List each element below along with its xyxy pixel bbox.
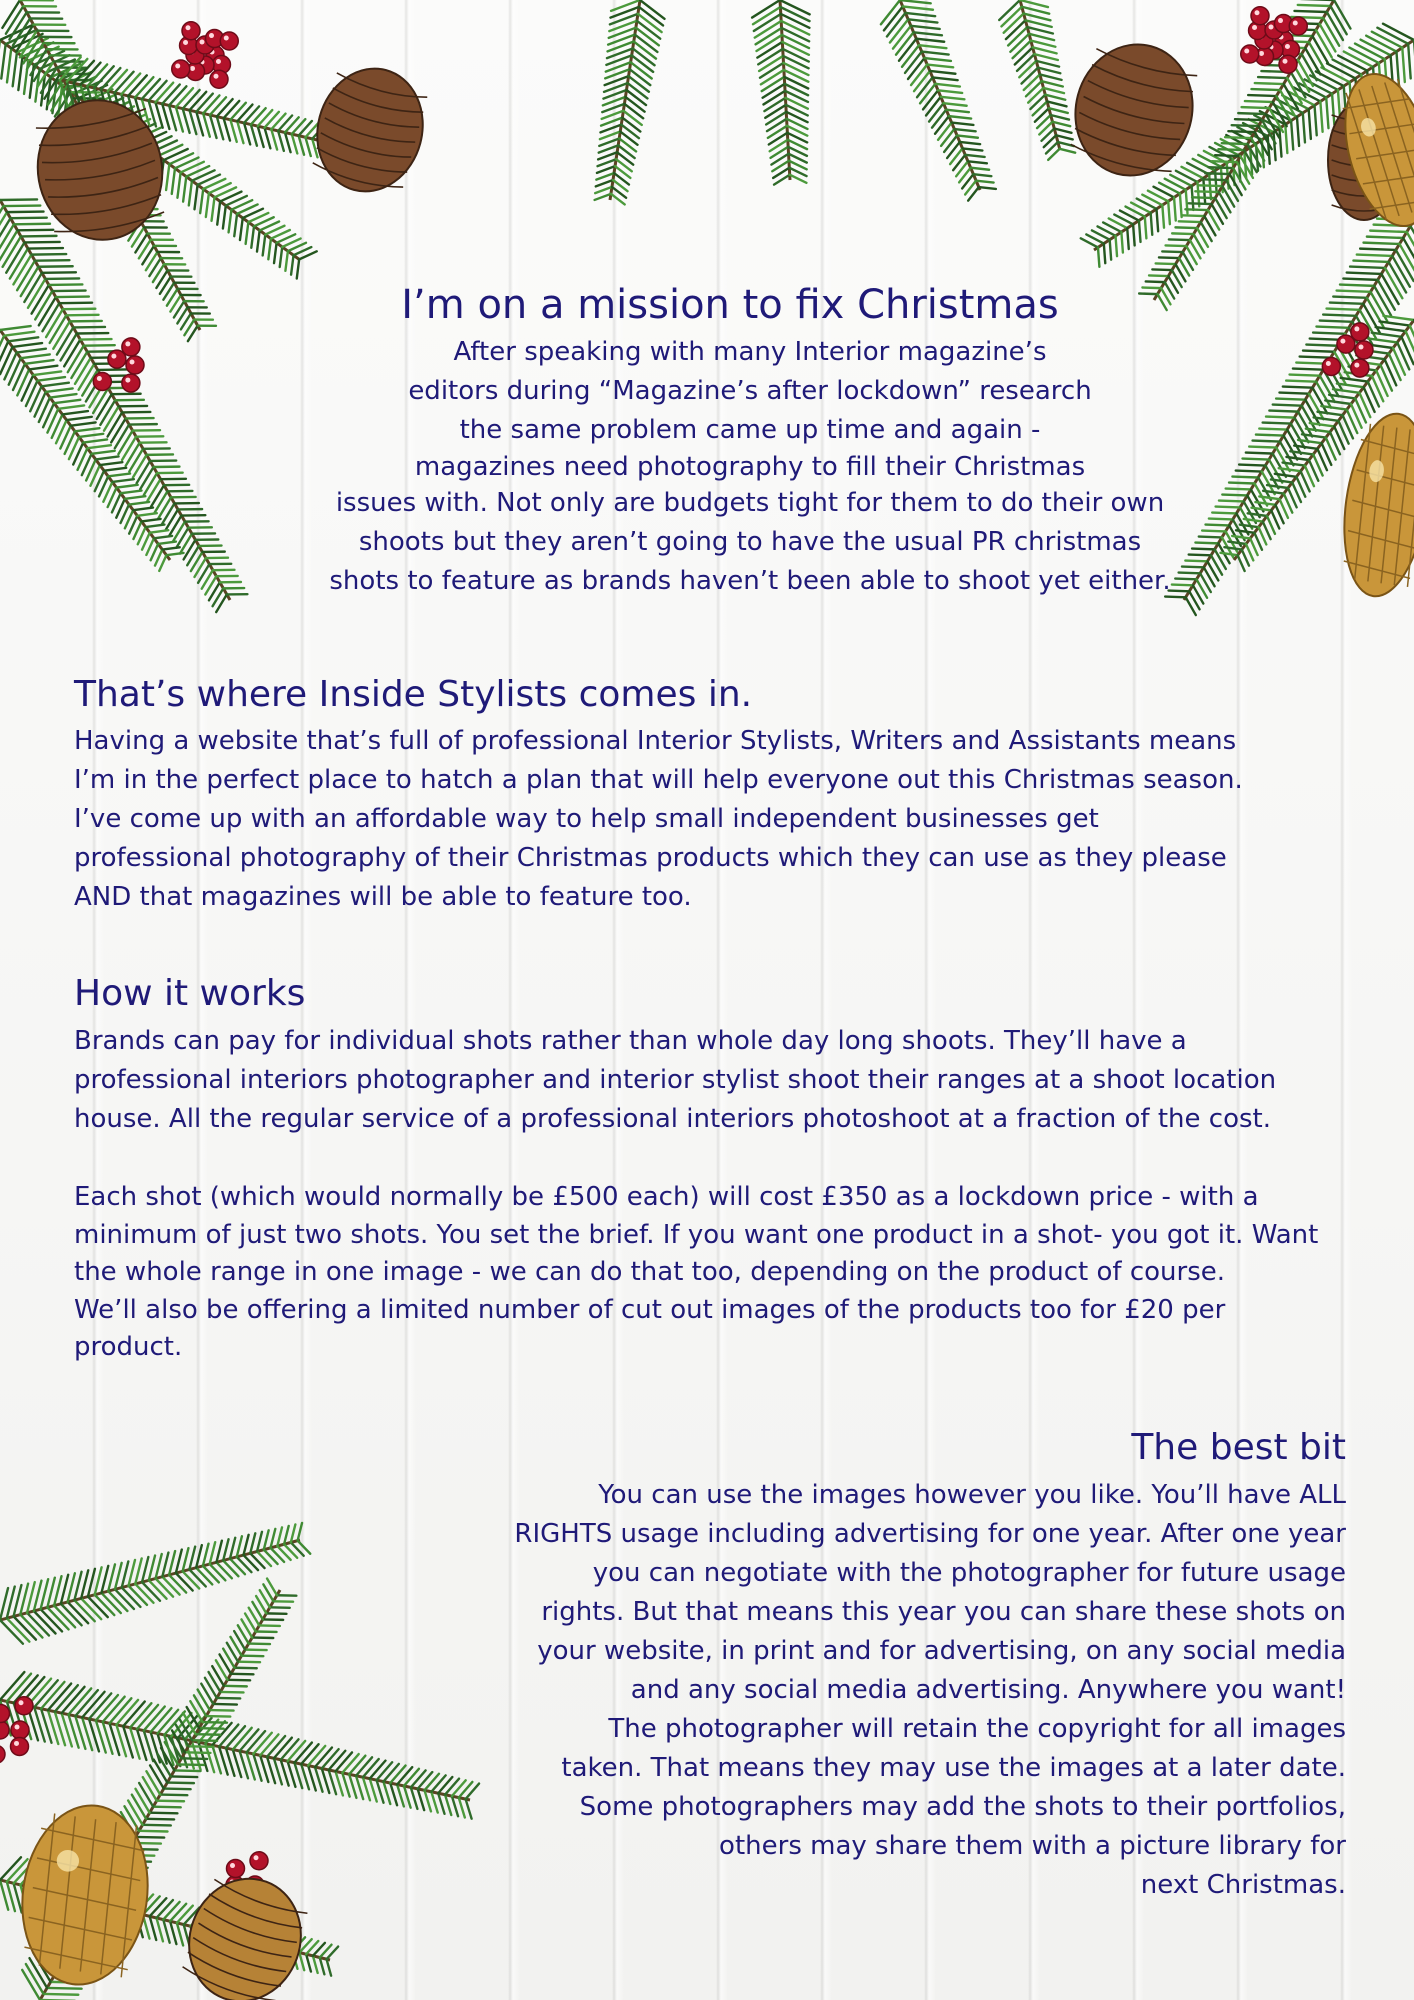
how-it-works-line: house. All the regular service of a professional interiors photoshoot at a fraction of the cost. <box>74 1104 1271 1134</box>
best-bit-section <box>420 1420 1346 1905</box>
where-line: Having a website that’s full of professional Interior Stylists, Writers and Assistants means <box>74 726 1237 756</box>
pine-cone <box>1061 31 1207 189</box>
fir-branch <box>595 0 665 204</box>
intro-section <box>290 277 1210 601</box>
pricing-line: Each shot (which would normally be £500 each) will cost £350 as a lockdown price - with a <box>74 1182 1259 1212</box>
intro-line: After speaking with many Interior magazine’s <box>453 337 1047 367</box>
pine-cone <box>172 1863 318 2000</box>
fir-branch <box>752 0 810 185</box>
how-it-works-line: professional interiors photographer and interior stylist shoot their ranges at a shoot location <box>74 1065 1277 1095</box>
pricing-line: product. <box>74 1332 183 1362</box>
intro-line: magazines need photography to fill their Christmas <box>414 452 1086 482</box>
best-bit-line: You can use the images however you like. You’ll have ALL <box>598 1480 1346 1510</box>
pricing-line: minimum of just two shots. You set the brief. If you want one product in a shot- you got it. Want <box>74 1219 1319 1250</box>
holly-berries <box>1241 7 1307 73</box>
best-bit-line: taken. That means they may use the images at a later date. <box>561 1753 1346 1783</box>
best-bit-line: The photographer will retain the copyright for all images <box>608 1714 1346 1744</box>
intro-line: shots to feature as brands haven’t been able to shoot yet either. <box>329 566 1171 596</box>
fir-branch <box>0 1672 479 1819</box>
best-bit-line: and any social media advertising. Anywhere you want! <box>630 1675 1346 1705</box>
how-it-works-heading: How it works <box>74 973 306 1014</box>
intro-heading: I’m on a mission to fix Christmas <box>401 282 1059 328</box>
best-bit-line: next Christmas. <box>1140 1870 1346 1900</box>
intro-line: editors during “Magazine’s after lockdown” research <box>408 376 1092 406</box>
best-bit-line: others may share them with a picture library for <box>719 1831 1346 1861</box>
best-bit-line: rights. But that means this year you can share these shots on <box>541 1597 1346 1627</box>
holly-berries <box>172 22 238 88</box>
best-bit-line: RIGHTS usage including advertising for one year. After one year <box>514 1519 1346 1549</box>
best-bit-line: you can negotiate with the photographer for future usage <box>592 1558 1346 1588</box>
pine-cone <box>304 57 437 204</box>
fir-branch <box>0 199 247 612</box>
intro-line: the same problem came up time and again - <box>459 415 1041 445</box>
where-line: AND that magazines will be able to feature too. <box>74 882 692 912</box>
intro-line: issues with. Not only are budgets tight for them to do their own <box>335 488 1165 518</box>
how-it-works-line: Brands can pay for individual shots rather than whole day long shoots. They’ll have a <box>74 1026 1187 1056</box>
where-line: I’ve come up with an affordable way to help small independent businesses get <box>74 804 1099 834</box>
best-bit-line: your website, in print and for advertising, on any social media <box>537 1636 1346 1666</box>
fir-branch <box>881 0 996 201</box>
pricing-line: the whole range in one image - we can do that too, depending on the product of course. <box>74 1257 1226 1287</box>
where-line: I’m in the perfect place to hatch a plan that will help everyone out this Christmas season. <box>74 765 1243 795</box>
intro-line: shoots but they aren’t going to have the usual PR christmas <box>358 527 1142 557</box>
holly-berries <box>0 1697 33 1763</box>
where-line: professional photography of their Christmas products which they can use as they please <box>74 843 1227 873</box>
best-bit-line: Some photographers may add the shots to their portfolios, <box>579 1792 1346 1822</box>
how-it-works-section <box>74 966 1394 1367</box>
best-bit-heading: The best bit <box>1131 1427 1346 1468</box>
pricing-line: We’ll also be offering a limited number of cut out images of the products too for £20 per <box>74 1294 1226 1325</box>
top-center-fir-garland <box>560 0 1080 220</box>
where-section <box>74 668 1394 917</box>
where-heading: That’s where Inside Stylists comes in. <box>74 674 753 715</box>
